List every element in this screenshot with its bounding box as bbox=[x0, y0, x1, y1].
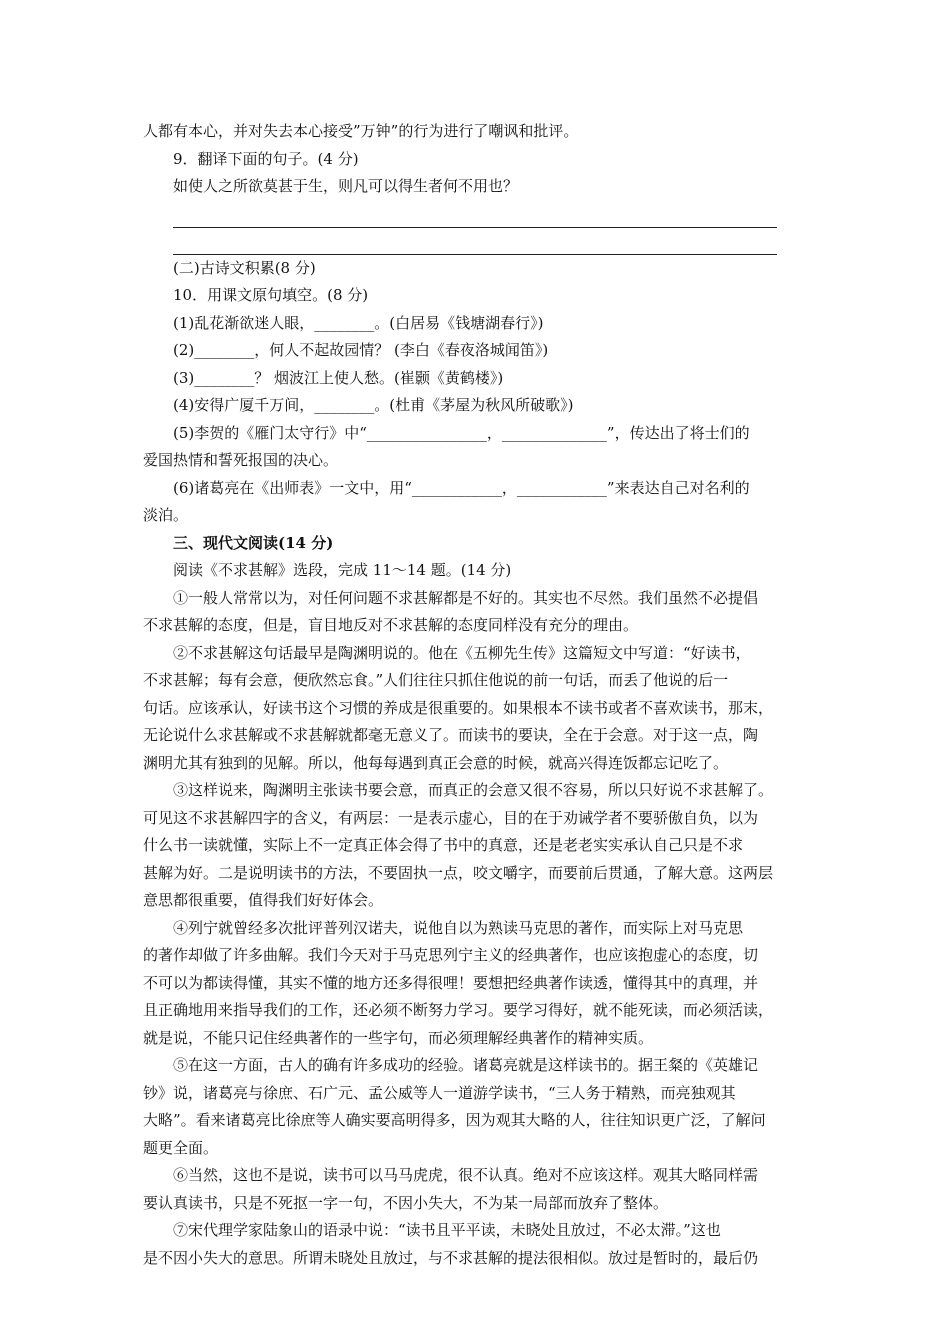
text-line: (2)________，何人不起故园情？ (李白《春夜洛城闻笛》) bbox=[173, 341, 549, 359]
text-line: ⑥当然，这也不是说，读书可以马马虎虎，很不认真。绝对不应该这样。观其大略同样需 bbox=[173, 1166, 759, 1184]
text-line: 是不因小失大的意思。所谓未晓处且放过，与不求甚解的提法很相似。放过是暂时的，最后仍 bbox=[143, 1248, 759, 1267]
text-line: 不求甚解；每有会意，便欣然忘食。”人们往往只抓住他说的前一句话，而丢了他说的后一 bbox=[143, 671, 729, 689]
text-line: 不可以为都读得懂，其实不懂的地方还多得很哩！要想把经典著作读透，懂得其中的真理，并 bbox=[143, 973, 759, 992]
text-line: 9．翻译下面的句子。(4 分) bbox=[173, 149, 359, 168]
text-line: 意思都很重要，值得我们好好体会。 bbox=[143, 891, 384, 909]
text-line: (5)李贺的《雁门太守行》中“________________，______________”，传达出了将士们的 bbox=[173, 423, 750, 442]
text-line: 可见这不求甚解四字的含义，有两层：一是表示虚心，目的在于劝诫学者不要骄傲自负，以为 bbox=[143, 808, 759, 827]
document-page bbox=[143, 118, 815, 1272]
text-line: 钞》说，诸葛亮与徐庶、石广元、孟公威等人一道游学读书，“三人务于精熟，而亮独观其 bbox=[143, 1083, 736, 1102]
text-line: 什么书一读就懂，实际上不一定真正体会得了书中的真意，还是老老实实承认自己只是不求 bbox=[143, 836, 744, 854]
text-line: 题更全面。 bbox=[143, 1138, 219, 1157]
text-line: 不求甚解的态度，但是，盲目地反对不求甚解的态度同样没有充分的理由。 bbox=[143, 616, 639, 634]
text-line: 就是说，不能只记住经典著作的一些字句，而必须理解经典著作的精神实质。 bbox=[143, 1028, 654, 1047]
section-heading: 三、现代文阅读(14 分) bbox=[173, 533, 334, 552]
answer-blank-line bbox=[173, 201, 777, 228]
text-line: 的著作却做了许多曲解。我们今天对于马克思列宁主义的经典著作，也应该抱虚心的态度，切 bbox=[143, 946, 759, 964]
text-line: 句话。应该承认，好读书这个习惯的养成是很重要的。如果根本不读书或者不喜欢读书，那末， bbox=[143, 698, 774, 717]
text-line: 人都有本心，并对失去本心接受”万钟”的行为进行了嘲讽和批评。 bbox=[143, 122, 579, 140]
text-line: ③这样说来，陶渊明主张读书要会意，而真正的会意又很不容易，所以只好说不求甚解了。 bbox=[173, 781, 774, 799]
text-line: ②不求甚解这句话最早是陶渊明说的。他在《五柳先生传》这篇短文中写道：“好读书， bbox=[173, 643, 751, 662]
text-line: 无论说什么求甚解或不求甚解就都毫无意义了。而读书的要诀，全在于会意。对于这一点，陶 bbox=[143, 726, 759, 744]
text-line: (1)乱花渐欲迷人眼，________。(白居易《钱塘湖春行》) bbox=[173, 313, 544, 332]
text-line: (二)古诗文积累(8 分) bbox=[173, 258, 316, 277]
text-line: 10．用课文原句填空。(8 分) bbox=[173, 286, 369, 304]
text-line: 淡泊。 bbox=[143, 506, 189, 524]
text-line: 且正确地用来指导我们的工作，还必须不断努力学习。要学习得好，就不能死读，而必须活读， bbox=[143, 1001, 774, 1019]
text-line: (6)诸葛亮在《出师表》一文中，用“____________，____________”来表达自己对名利的 bbox=[173, 478, 750, 497]
text-line: ⑤在这一方面，古人的确有许多成功的经验。诸葛亮就是这样读书的。据王粲的《英雄记 bbox=[173, 1056, 759, 1074]
text-line: 阅读《不求甚解》选段，完成 11～14 题。(14 分) bbox=[173, 561, 512, 579]
text-line: 如使人之所欲莫甚于生，则凡可以得生者何不用也？ bbox=[173, 177, 519, 195]
text-line: 渊明尤其有独到的见解。所以，他每每遇到真正会意的时候，就高兴得连饭都忘记吃了。 bbox=[143, 753, 729, 772]
text-line: ⑦宋代理学家陆象山的语录中说：“读书且平平读，未晓处且放过，不必太滞。”这也 bbox=[173, 1221, 721, 1239]
text-line: 甚解为好。二是说明读书的方法，不要固执一点，咬文嚼字，而要前后贯通，了解大意。这两层 bbox=[143, 863, 774, 882]
text-line: ①一般人常常以为，对任何问题不求甚解都是不好的。其实也不尽然。我们虽然不必提倡 bbox=[173, 588, 759, 607]
answer-blank-line bbox=[173, 228, 777, 255]
text-line: (4)安得广厦千万间，________。(杜甫《茅屋为秋风所破歌》) bbox=[173, 396, 574, 414]
text-line: 要认真读书，只是不死抠一字一句，不因小失大，不为某一局部而放弃了整体。 bbox=[143, 1193, 669, 1212]
text-line: 大略”。看来诸葛亮比徐庶等人确实要高明得多，因为观其大略的人，往往知识更广泛，了解问 bbox=[143, 1111, 766, 1129]
text-line: (3)________？ 烟波江上使人愁。(崔颢《黄鹤楼》) bbox=[173, 368, 504, 387]
text-line: 爱国热情和誓死报国的决心。 bbox=[143, 451, 339, 469]
text-line: ④列宁就曾经多次批评普列汉诺夫，说他自以为熟读马克思的著作，而实际上对马克思 bbox=[173, 918, 744, 937]
